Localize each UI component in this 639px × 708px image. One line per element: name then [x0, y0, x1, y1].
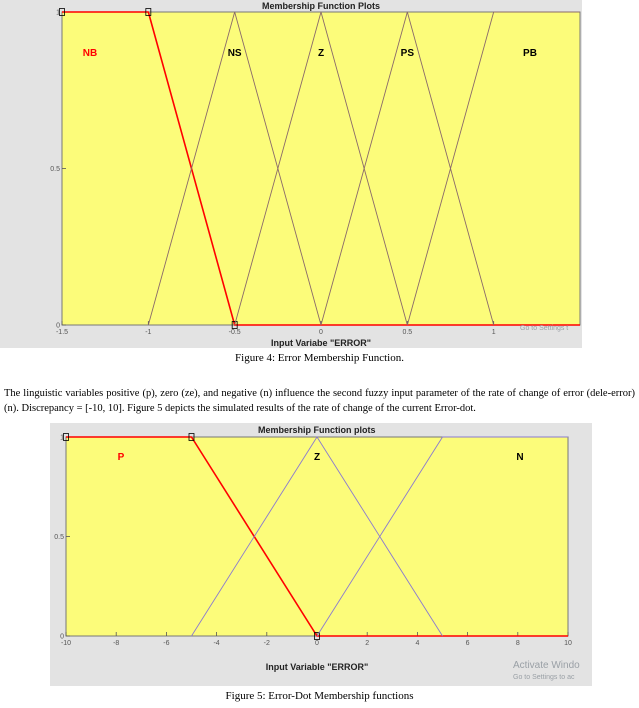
x-tick-label: 0 — [315, 640, 319, 647]
figure5-watermark-line2: Go to Settings to ac — [513, 674, 575, 681]
mf-label-p: P — [117, 452, 125, 463]
x-tick-label: -1 — [145, 329, 152, 336]
figure5-panel-title: Membership Function plots — [258, 425, 376, 435]
x-tick-label: -4 — [213, 640, 220, 647]
x-tick-label: -10 — [60, 640, 72, 647]
x-tick-label: 10 — [564, 640, 572, 647]
x-tick-label: 4 — [415, 640, 420, 647]
y-tick-label: 0 — [60, 633, 64, 641]
mf-label-ns: NS — [227, 48, 242, 59]
figure4-watermark: Go to Settings t — [520, 325, 569, 332]
x-tick-label: -0.5 — [228, 329, 241, 336]
x-tick-label: 8 — [515, 640, 520, 647]
mf-label-z: Z — [313, 452, 321, 463]
x-tick-label: 2 — [365, 640, 370, 647]
x-axis-label: Input Variable "ERROR" — [265, 662, 369, 672]
x-axis-label: Input Variabe "ERROR" — [270, 338, 372, 348]
y-tick-label: 1 — [56, 9, 60, 17]
x-tick-label: -1.5 — [55, 329, 69, 336]
x-tick-label: 1 — [491, 329, 496, 336]
mf-label-nb: NB — [82, 48, 98, 59]
x-tick-label: -6 — [163, 640, 170, 647]
x-tick-label: 0.5 — [402, 329, 413, 336]
y-tick-label: 0.5 — [50, 166, 60, 173]
mf-label-pb: PB — [523, 48, 537, 59]
y-tick-label: 1 — [60, 434, 64, 442]
x-tick-label: -2 — [263, 640, 270, 647]
mf-label-ps: PS — [400, 48, 415, 59]
x-tick-label: 0 — [319, 329, 323, 336]
mf-label-z: Z — [317, 48, 325, 59]
y-tick-label: 0 — [56, 322, 60, 330]
body-paragraph: The linguistic variables positive (p), zero (ze), and negative (n) influence the second fuzzy input parameter of the rate of change of error (dele-error) (n). Discrepancy = [-10, 10]. Figure 5 depicts the simulated results of the rate of change of the current Error-dot. — [4, 388, 635, 414]
y-tick-label: 0.5 — [54, 534, 64, 541]
plot-area — [66, 437, 568, 636]
x-tick-label: 6 — [465, 640, 470, 647]
mf-label-n: N — [516, 452, 524, 463]
figure4-caption: Figure 4: Error Membership Function. — [235, 352, 404, 364]
figure4-panel-title: Membership Function Plots — [262, 1, 381, 11]
x-tick-label: -8 — [113, 640, 120, 647]
figure5-watermark-line1: Activate Windo — [513, 660, 580, 671]
figure5-caption: Figure 5: Error-Dot Membership functions — [225, 690, 414, 702]
